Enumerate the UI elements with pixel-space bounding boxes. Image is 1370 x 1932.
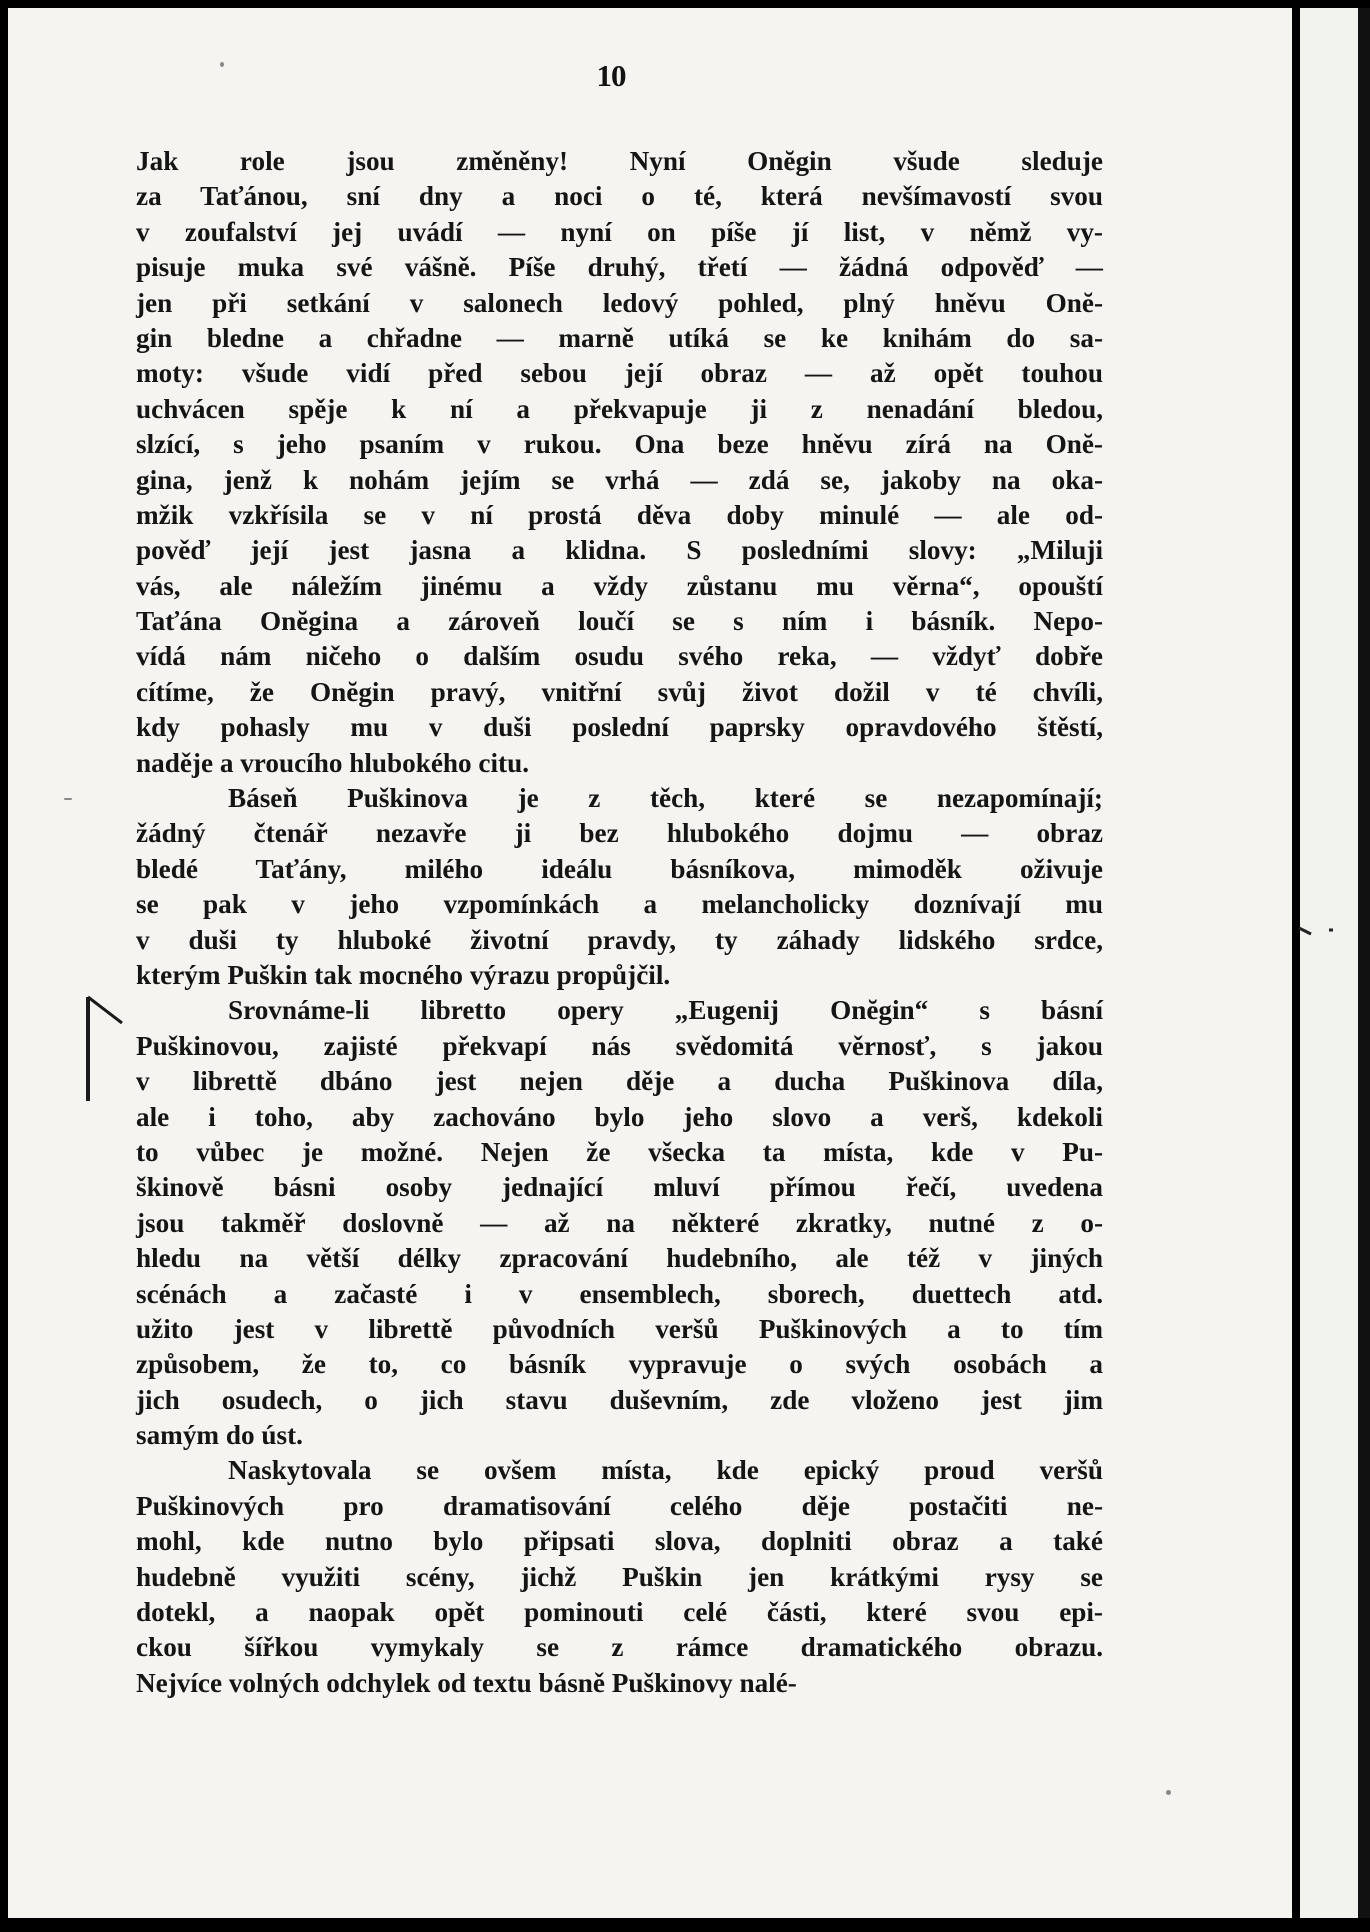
paper-speck (1166, 1790, 1171, 1795)
binding-edge (1358, 8, 1370, 1918)
margin-bracket-mark (82, 993, 132, 1103)
paper-speck (220, 62, 224, 67)
text-line: naděje a vroucího hlubokého citu. (136, 747, 530, 778)
text-line: žádný čtenář nezavře ji bez hlubokého dojmu — obraz (136, 818, 1103, 849)
text-line: jsou takměř doslovně — až na některé zkratky, nutné z o- (136, 1207, 1103, 1238)
text-line: Báseň Puškinova je z těch, které se nezapomínají; (228, 783, 1103, 814)
text-line: vídá nám ničeho o dalším osudu svého reka, — vždyť dobře (136, 641, 1103, 672)
text-line: v duši ty hluboké životní pravdy, ty záhady lidského srdce, (136, 924, 1103, 955)
text-line: ale i toho, aby zachováno bylo jeho slovo a verš, kdekoli (136, 1101, 1103, 1132)
text-line: gin bledne a chřadne — marně utíká se ke knihám do sa- (136, 322, 1103, 353)
text-line: jen při setkání v salonech ledový pohled, plný hněvu Onĕ- (136, 287, 1103, 318)
text-line: v librettě dbáno jest nejen děje a ducha Puškinova díla, (136, 1066, 1103, 1097)
text-line: kterým Puškin tak mocného výrazu propůjčil. (136, 959, 671, 990)
text-line: užito jest v librettě původních veršů Puškinových a to tím (136, 1313, 1103, 1344)
text-line: se pak v jeho vzpomínkách a melancholicky doznívají mu (136, 889, 1103, 920)
text-line: v zoufalství jej uvádí — nyní on píše jí list, v němž vy- (136, 216, 1103, 247)
text-line: Jak role jsou změněny! Nyní Onĕgin všude sleduje (136, 146, 1103, 176)
text-line: škinově básni osoby jednající mluví přímou řečí, uvedena (136, 1172, 1103, 1203)
text-line: slzící, s jeho psaním v rukou. Ona beze hněvu zírá na Onĕ- (136, 429, 1103, 460)
text-line: samým do úst. (136, 1420, 303, 1451)
text-line: vás, ale náležím jinému a vždy zůstanu mu věrna“, opouští (136, 570, 1103, 601)
text-line: moty: všude vidí před sebou její obraz — až opět touhou (136, 358, 1103, 389)
text-line: pisuje muka své vášně. Píše druhý, třetí — žádná odpověď — (136, 252, 1103, 283)
text-line: ckou šířkou vymykaly se z rámce dramatického obrazu. (136, 1632, 1103, 1663)
text-line: Puškinových pro dramatisování celého děje postačiti ne- (136, 1490, 1103, 1521)
adjacent-page-edge (1300, 8, 1362, 1918)
body-text (136, 144, 1103, 1701)
text-line: způsobem, že to, co básník vypravuje o svých osobách a (136, 1349, 1103, 1380)
text-line: za Taťánou, sní dny a noci o té, která nevšímavostí svou (136, 181, 1103, 212)
text-line: hledu na větší délky zpracování hudebního, ale též v jiných (136, 1243, 1103, 1274)
text-line: scénách a začasté i v ensemblech, sborech, duettech atd. (136, 1278, 1103, 1309)
page-number: 10 (596, 58, 626, 93)
text-line: gina, jenž k nohám jejím se vrhá — zdá se, jakoby na oka- (136, 464, 1103, 495)
margin-dash-mark (1297, 922, 1337, 940)
text-line: uchvácen spěje k ní a překvapuje ji z nenadání bledou, (136, 393, 1103, 424)
text-line: mohl, kde nutno bylo připsati slova, doplniti obraz a také (136, 1526, 1103, 1557)
text-line: Nejvíce volných odchylek od textu básně Puškinovy nalé- (136, 1667, 797, 1698)
text-line: Srovnáme-li libretto opery „Eugenij Onĕgin“ s básní (228, 995, 1103, 1026)
text-line: dotekl, a naopak opět pominouti celé části, které svou epi- (136, 1597, 1103, 1628)
text-line: hudebně využiti scény, jichž Puškin jen krátkými rysy se (136, 1561, 1103, 1592)
text-line: to vůbec je možné. Nejen že všecka ta místa, kde v Pu- (136, 1136, 1103, 1167)
text-line: Puškinovou, zajisté překvapí nás svědomitá věrnosť, s jakou (136, 1030, 1103, 1061)
paper-speck (64, 798, 72, 800)
text-line: Taťána Onĕgina a zároveň loučí se s ním i básník. Nepo- (136, 606, 1103, 637)
text-line: kdy pohasly mu v duši poslední paprsky opravdového štěstí, (136, 712, 1103, 743)
text-line: cítíme, že Onĕgin pravý, vnitřní svůj život dožil v té chvíli, (136, 676, 1103, 707)
book-page (8, 8, 1292, 1918)
text-line: jich osudech, o jich stavu duševním, zde vloženo jest jim (136, 1384, 1103, 1415)
text-line: bledé Taťány, milého ideálu básníkova, mimoděk oživuje (136, 853, 1103, 884)
text-line: mžik vzkřísila se v ní prostá děva doby minulé — ale od- (136, 499, 1103, 530)
text-line: Naskytovala se ovšem místa, kde epický proud veršů (228, 1455, 1103, 1486)
text-line: pověď její jest jasna a klidna. S posledními slovy: „Miluji (136, 535, 1103, 566)
